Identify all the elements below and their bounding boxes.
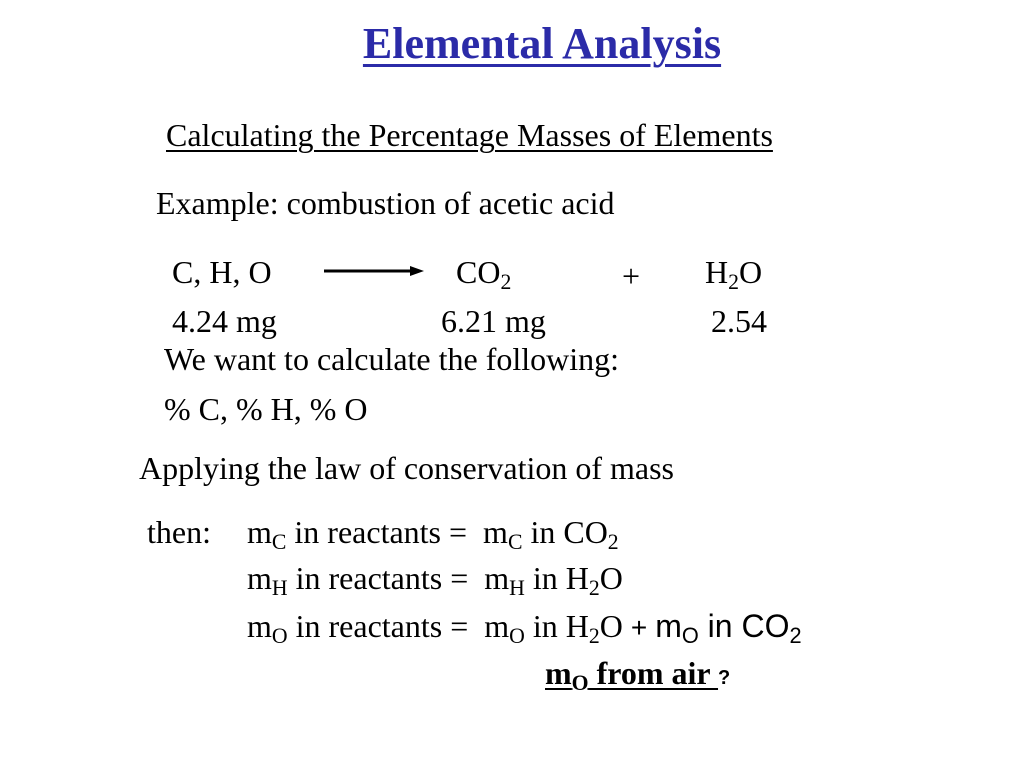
law-line: Applying the law of conservation of mass bbox=[139, 450, 674, 486]
reaction-arrow-icon bbox=[324, 263, 424, 279]
plus-sign: + bbox=[622, 258, 641, 294]
reactant-formula: C, H, O bbox=[172, 254, 272, 290]
oxygen-from-air: $m_O$ from air ? bbox=[545, 655, 731, 696]
mass-co2: 6.21 mg bbox=[441, 303, 546, 339]
mass-reactant: 4.24 mg bbox=[172, 303, 277, 339]
mass-h2o: 2.54 bbox=[711, 303, 767, 339]
page-title: Elemental Analysis bbox=[362, 19, 722, 68]
subtitle: Calculating the Percentage Masses of Elements bbox=[166, 117, 773, 153]
then-label: then: bbox=[147, 514, 211, 550]
oxygen-equation: $m_O$ in reactants = $m_O$ in $H_2O + m_O$ in $CO_2$ bbox=[247, 608, 802, 649]
hydrogen-equation: $m_H$ in reactants = $m_H$ in $H_2O$ bbox=[247, 560, 623, 601]
percent-line: % C, % H, % O bbox=[164, 391, 368, 427]
product-h2o: $H_2O$ bbox=[705, 254, 763, 295]
want-line: We want to calculate the following: bbox=[164, 341, 620, 377]
example-line: Example: combustion of acetic acid bbox=[156, 185, 615, 221]
product-co2: $CO_2$ bbox=[456, 254, 512, 295]
carbon-equation: $m_C$ in reactants = $m_C$ in $CO_2$ bbox=[247, 514, 619, 555]
